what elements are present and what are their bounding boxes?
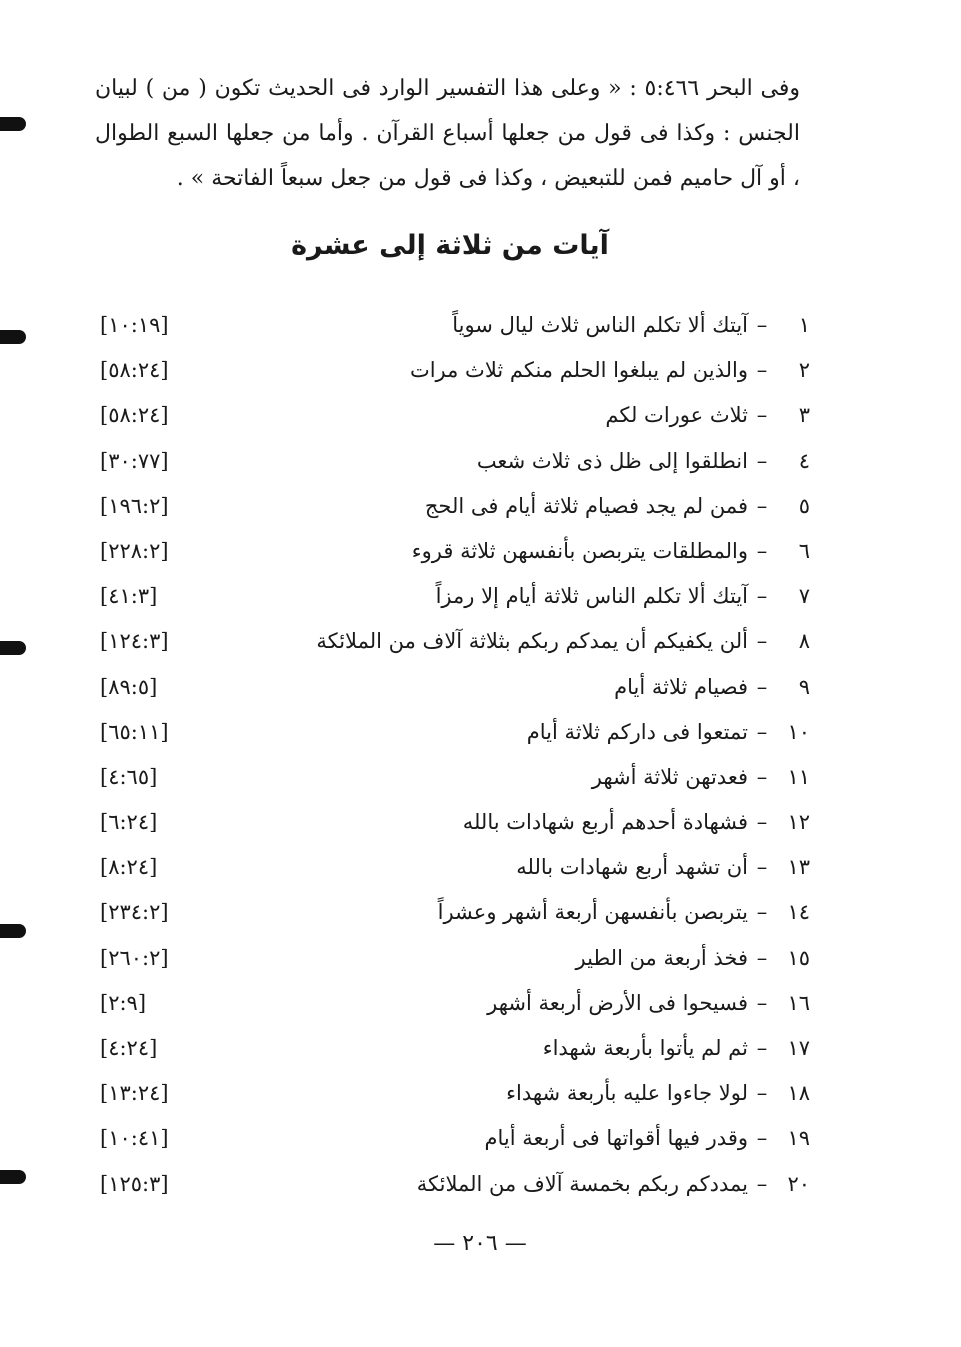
verse-reference: [٦٥:١١] — [100, 719, 169, 744]
verse-row — [90, 619, 810, 664]
verse-dash: – — [756, 990, 768, 1015]
verse-text: فصيام ثلاثة أيام — [614, 674, 748, 699]
verse-text: والذين لم يبلغوا الحلم منكم ثلاث مرات — [409, 358, 748, 383]
verse-row — [90, 484, 810, 529]
verse-dash: – — [756, 1126, 768, 1151]
verse-row — [90, 439, 810, 484]
verse-text: ألن يكفيكم أن يمدكم ربكم بثلاثة آلاف من الملائكة — [316, 629, 748, 654]
verse-dash: – — [756, 538, 768, 563]
verse-dash: – — [756, 764, 768, 789]
verse-reference: [٤:٢٤] — [100, 1036, 158, 1060]
verse-row — [90, 710, 810, 755]
verse-row — [90, 303, 810, 348]
verse-number: ٥ — [798, 493, 810, 518]
verse-reference: [٥٨:٢٤] — [100, 403, 169, 428]
verse-text: والمطلقات يتربصن بأنفسهن ثلاثة قروء — [411, 538, 748, 563]
verse-reference: [٦:٢٤] — [100, 810, 158, 835]
verse-reference: [٥٨:٢٤] — [100, 358, 169, 383]
verse-dash: – — [756, 810, 768, 835]
verse-number: ٨ — [798, 629, 810, 654]
verse-reference: [٤١:٣] — [100, 584, 158, 609]
verse-number: ١٢ — [787, 810, 810, 835]
verse-number: ٢٠ — [787, 1171, 810, 1196]
verse-dash: – — [756, 629, 768, 654]
verse-number: ١٩ — [787, 1126, 810, 1151]
verse-dash: – — [756, 313, 768, 337]
verse-number: ١٤ — [787, 900, 810, 925]
margin-mark — [0, 1170, 26, 1184]
verse-row — [90, 845, 810, 890]
verse-reference: [١٠:٤١] — [100, 1126, 169, 1151]
verse-row — [90, 1026, 810, 1071]
verse-dash: – — [756, 358, 768, 383]
verse-reference: [٢٢٨:٢] — [100, 538, 169, 563]
verse-number: ٧ — [798, 584, 810, 609]
verse-reference: [٢:٩] — [100, 990, 147, 1015]
verse-number: ١٨ — [787, 1081, 810, 1106]
verse-row — [90, 665, 810, 710]
verse-number: ٢ — [798, 358, 810, 383]
verse-row — [90, 529, 810, 574]
verse-text: فخذ أربعة من الطير — [575, 945, 748, 970]
verse-reference: [١٢٤:٣] — [100, 629, 169, 654]
verse-number: ٩ — [798, 674, 810, 699]
verse-text: انطلقوا إلى ظل ذى ثلاث شعب — [476, 448, 748, 473]
verse-number: ١٥ — [787, 945, 810, 970]
verse-reference: [١٢٥:٣] — [100, 1171, 169, 1196]
verse-reference: [١٩٦:٢] — [100, 493, 169, 518]
verse-row — [90, 574, 810, 619]
verse-text: فشهادة أحدهم أربع شهادات بالله — [462, 810, 748, 835]
margin-mark — [0, 641, 26, 655]
verse-row — [90, 393, 810, 438]
verse-text: يتربصن بأنفسهن أربعة أشهر وعشراً — [437, 900, 748, 925]
verse-number: ٦ — [798, 538, 810, 563]
verse-text: ثم لم يأتوا بأربعة شهداء — [542, 1036, 748, 1060]
verse-dash: – — [756, 1171, 768, 1196]
verse-row — [90, 800, 810, 845]
verse-reference: [١٠:١٩] — [100, 313, 169, 337]
verse-dash: – — [756, 900, 768, 925]
verse-reference: [٨٩:٥] — [100, 674, 158, 699]
verse-reference: [١٣:٢٤] — [100, 1081, 169, 1106]
verse-dash: – — [756, 493, 768, 518]
margin-mark — [0, 924, 26, 938]
verse-reference: [٣٠:٧٧] — [100, 448, 169, 473]
verse-row — [90, 348, 810, 393]
verse-dash: – — [756, 855, 768, 880]
verse-text: تمتعوا فى داركم ثلاثة أيام — [526, 719, 748, 744]
verse-dash: – — [756, 674, 768, 699]
verse-text: لولا جاءوا عليه بأربعة شهداء — [506, 1081, 748, 1106]
verse-number: ١٧ — [787, 1036, 810, 1060]
verse-row — [90, 1162, 810, 1207]
verse-row — [90, 1071, 810, 1116]
verse-number: ٤ — [798, 448, 810, 473]
verse-number: ١١ — [787, 764, 810, 789]
verse-reference: [٨:٢٤] — [100, 855, 158, 880]
verse-reference: [٢٦٠:٢] — [100, 945, 169, 970]
verse-text: آيتك ألا تكلم الناس ثلاثة أيام إلا رمزاً — [435, 584, 748, 609]
verse-text: يمددكم ربكم بخمسة آلاف من الملائكة — [416, 1171, 748, 1196]
page-number: — ٢٠٦ — — [433, 1231, 527, 1256]
verse-row — [90, 890, 810, 935]
verse-dash: – — [756, 945, 768, 970]
verse-row — [90, 981, 810, 1026]
section-heading: آيات من ثلاثة إلى عشرة — [291, 230, 609, 261]
verse-row — [90, 936, 810, 981]
verse-text: وقدر فيها أقواتها فى أربعة أيام — [484, 1126, 748, 1151]
verse-number: ١٦ — [787, 990, 810, 1015]
verse-number: ١ — [798, 313, 810, 337]
verse-text: آيتك ألا تكلم الناس ثلاث ليال سوياً — [452, 313, 748, 337]
margin-mark — [0, 330, 26, 344]
verse-text: أن تشهد أربع شهادات بالله — [516, 855, 748, 880]
verse-text: ثلاث عورات لكم — [605, 403, 748, 428]
verse-text: فسيحوا فى الأرض أربعة أشهر — [487, 990, 748, 1015]
verse-dash: – — [756, 1036, 768, 1060]
verse-dash: – — [756, 1081, 768, 1106]
verse-row — [90, 755, 810, 800]
verse-reference: [٢٣٤:٢] — [100, 900, 169, 925]
verse-row — [90, 1116, 810, 1161]
verse-dash: – — [756, 403, 768, 428]
verse-text: فعدتهن ثلاثة أشهر — [591, 764, 748, 789]
verse-number: ١٣ — [787, 855, 810, 880]
verse-dash: – — [756, 719, 768, 744]
margin-mark — [0, 117, 26, 131]
intro-paragraph: وفى البحر ٥:٤٦٦ : « وعلى هذا التفسير الوارد فى الحديث تكون ( من ) لبيان الجنس : وكذا فى قول من جعلها أسباع القرآن . وأما من جعلها السبع الطوال ، أو آل حاميم فمن للتبعيض ، وكذا فى قول من جعل سبعاً الفاتحة » . — [95, 76, 801, 191]
verse-number: ١٠ — [787, 719, 810, 744]
verse-dash: – — [756, 584, 768, 609]
verse-text: فمن لم يجد فصيام ثلاثة أيام فى الحج — [424, 493, 748, 518]
verse-reference: [٤:٦٥] — [100, 764, 158, 789]
verse-number: ٣ — [798, 403, 810, 428]
verse-dash: – — [756, 448, 768, 473]
verse-list — [90, 303, 810, 1207]
